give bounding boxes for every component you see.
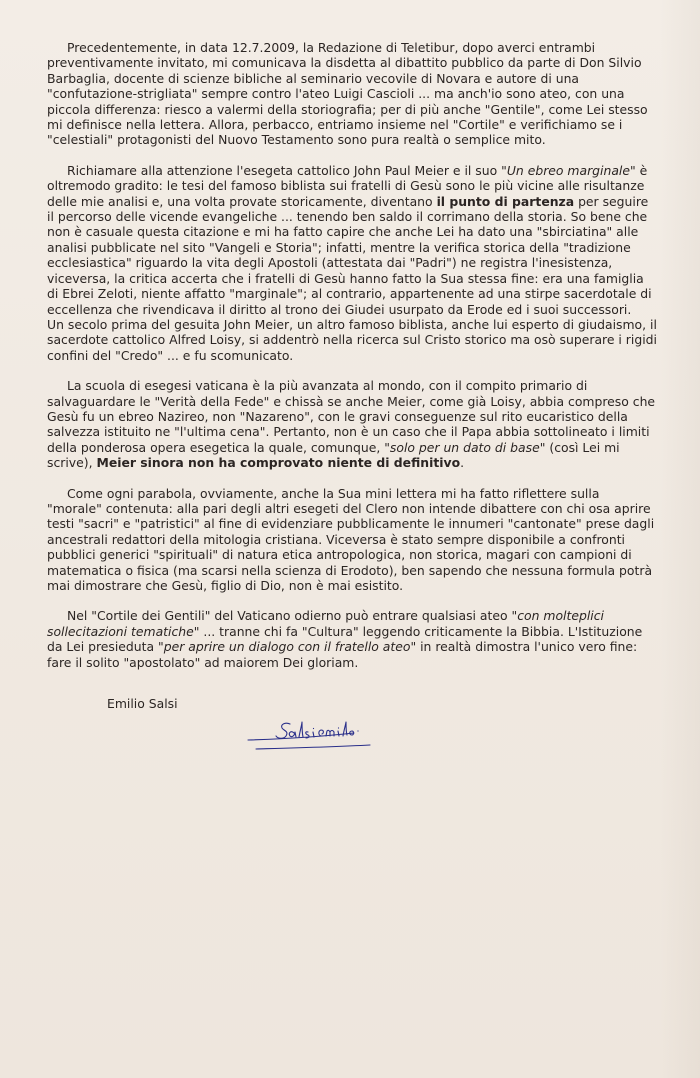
handwritten-signature <box>242 718 392 760</box>
paragraph-4-text-e: . <box>460 455 465 471</box>
bold-meier-statement: Meier sinora non ha comprovato niente di definitivo <box>96 455 461 471</box>
book-title-italic: "Un ebreo marginale" <box>501 162 636 178</box>
bold-starting-point: il punto di partenza <box>436 193 575 209</box>
paragraph-2-text-a: Richiamare alla attenzione l'esegeta cattolico John Paul Meier e il suo <box>67 162 502 178</box>
paragraph-6 <box>47 608 657 670</box>
paragraph-6-text-c: ... tranne chi fa "Cultura" leggendo criticamente la Bibbia. L'Istituzione da Lei presieduta <box>47 623 643 655</box>
paragraph-3: Un secolo prima del gesuita John Meier, un altro famoso biblista, anche lui esperto di giudaismo, il sacerdote cattolico Alfred Loisy, si addentrò nella ricerca sul Cristo storico ma osò superare i rigidi confini del "Credo" ... e fu scomunicato. <box>47 316 657 363</box>
italic-quote-solicitations: "con molteplici sollecitazioni tematiche" <box>47 608 604 639</box>
paragraph-2-text-c: è oltremodo gradito: le tesi del famoso biblista sui fratelli di Gesù sono le più vicine alle risultanze delle mie analisi e, una volta provate storicamente, diventano <box>47 162 648 209</box>
italic-quote-base: "solo per un dato di base" <box>384 439 546 455</box>
paragraph-4-text-c: (così Lei mi scrive), <box>47 439 620 471</box>
paragraph-6-text-a: Nel "Cortile dei Gentili" del Vaticano odierno può entrare qualsiasi ateo <box>67 608 512 624</box>
italic-quote-dialogue: "per aprire un dialogo con il fratello ateo" <box>158 639 417 655</box>
paragraph-1: Precedentemente, in data 12.7.2009, la Redazione di Teletibur, dopo averci entrambi preventivamente invitato, mi comunicava la disdetta al dibattito pubblico da parte di Don Silvio Barbaglia, docente di scienze bibliche al seminario vecovile di Novara e autore di una "confutazione-strigliata" sempre contro l'ateo Luigi Cascioli ... ma anch'io sono ateo, con una piccola differenza: riesco a valermi della storiografia; per di più anche "Gentile", come Lei stesso mi definisce nella lettera. Allora, perbacco, entriamo insieme nel "Cortile" e verifichiamo se i "celestiali" protagonisti del Nuovo Testamento sono pura realtà o semplice mito. <box>47 40 648 148</box>
letter-body <box>47 40 657 670</box>
paragraph-4-text-a: La scuola di esegesi vaticana è la più avanzata al mondo, con il compito primario di salvaguardare le "Verità della Fede" e chissà se anche Meier, come già Loisy, abbia compreso che Gesù fu un ebreo Nazireo, non "Nazareno", con le gravi conseguenze sul rito eucaristico della salvezza istituito ne "l'ultima cena". Pertanto, non è un caso che il Papa abbia sottolineato i limiti della ponderosa opera esegetica la quale, comunque, <box>47 378 656 455</box>
paragraph-6-text-e: in realtà dimostra l'unico vero fine: fare il solito "apostolato" ad maiorem Dei gloriam. <box>47 639 638 670</box>
paragraph-2 <box>47 163 657 317</box>
paragraph-4 <box>47 378 657 470</box>
paragraph-2-text-e: per seguire il percorso delle vicende evangeliche ... tenendo ben saldo il corrimano della storia. So bene che non è casuale questa citazione e mi ha fatto capire che anche Lei ha dato una "sbirciatina" alle analisi pubblicate nel sito "Vangeli e Storia"; infatti, mentre la verifica storica della "tradizione ecclesiastica" riguardo la vita degli Apostoli (attestata dai "Padri") ne registra l'inesistenza, viceversa, la critica accerta che i fratelli di Gesù hanno fatto la Sua stessa fine: era una famiglia di Ebrei Zeloti, niente affatto "marginale"; al contrario, appartenente ad una stirpe sacerdotale di eccellenza che rivendicava il diritto al trono dei Giudei usurpato da Erode ed i suoi successori. <box>47 193 652 317</box>
signature-name: Emilio Salsi <box>107 696 178 711</box>
paragraph-5: Come ogni parabola, ovviamente, anche la Sua mini lettera mi ha fatto riflettere sulla "morale" contenuta: alla pari degli altri esegeti del Clero non intende dibattere con chi osa aprire testi "sacri" e "patristici" al fine di evidenziare pubblicamente le innumeri "cantonate" prese dagli ancestrali redattori della mitologia cristiana. Viceversa è stato sempre disponibile a confronti pubblici generici "spirituali" di natura etica antropologica, non storica, magari con campioni di matematica o fisica (ma scarsi nella scienza di Erodoto), ben sapendo che nessuna formula potrà mai dimostrare che Gesù, figlio di Dio, non è mai esistito. <box>47 485 655 593</box>
